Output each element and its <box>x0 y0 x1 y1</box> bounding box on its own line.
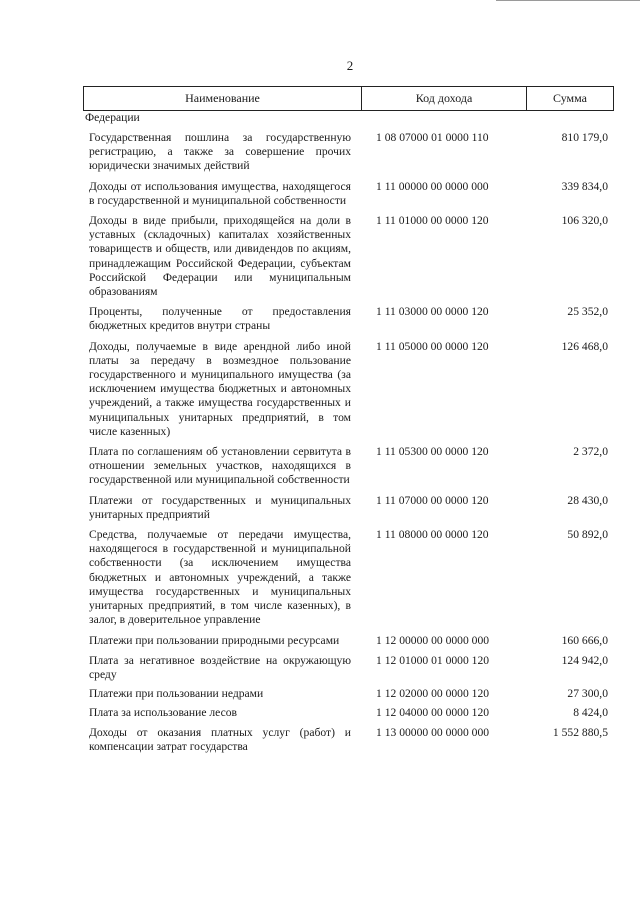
cell-name: Доходы в виде прибыли, приходящейся на доли в уставных (складочных) капиталах хозяйственных товариществ и обществ, или дивидендов по акциям, принадлежащим Российской Федерации, субъектам Российской Федерации или муниципальным образованиям <box>89 214 351 299</box>
top-rule <box>496 0 640 1</box>
cell-code: 1 11 00000 00 0000 000 <box>376 179 489 193</box>
table-row <box>83 305 614 333</box>
table-row <box>83 634 614 648</box>
table-row <box>83 494 614 522</box>
table-row <box>83 445 614 488</box>
cell-name: Средства, получаемые от передачи имущества, находящегося в государственной и муниципальной собственности (за исключением имущества бюджетных и автономных учреждений, а также имущества государственных и муниципальных унитарных предприятий, в том числе казенных), в залог, в доверительное управление <box>89 528 351 627</box>
cell-sum: 25 352,0 <box>567 305 608 319</box>
table-row <box>83 706 614 720</box>
cell-sum: 160 666,0 <box>561 633 608 647</box>
cell-sum: 810 179,0 <box>561 131 608 144</box>
cell-sum: 106 320,0 <box>561 214 608 228</box>
cell-name: Платежи при пользовании недрами <box>89 687 264 701</box>
table-row <box>83 726 614 754</box>
revenue-table <box>83 86 614 754</box>
cell-name: Доходы, получаемые в виде арендной либо иной платы за передачу в возмездное пользование государственного и муниципального имущества (за исключением имущества бюджетных и автономных учреждений, а также имущества государственных и муниципальных унитарных предприятий, в том числе казенных) <box>89 339 351 438</box>
cell-name: Платежи при пользовании природными ресурсами <box>89 633 340 647</box>
cell-code: 1 11 01000 00 0000 120 <box>376 214 489 228</box>
table-row <box>83 528 614 627</box>
table-row <box>83 340 614 439</box>
cell-name: Плата за негативное воздействие на окружающую среду <box>89 653 351 681</box>
cell-code: 1 11 05000 00 0000 120 <box>376 339 489 353</box>
table-row <box>83 687 614 701</box>
cell-name: Государственная пошлина за государственную регистрацию, а также за совершение прочих юридически значимых действий <box>89 131 351 173</box>
cell-name: Платежи от государственных и муниципальных унитарных предприятий <box>89 493 351 521</box>
cell-sum: 28 430,0 <box>567 493 608 507</box>
cell-code: 1 13 00000 00 0000 000 <box>376 725 490 739</box>
page-number: 2 <box>346 58 354 73</box>
table-body <box>83 131 614 754</box>
cell-sum: 2 372,0 <box>573 445 608 459</box>
cell-name: Доходы от оказания платных услуг (работ) и компенсации затрат государства <box>89 725 351 753</box>
header-sum: Сумма <box>553 91 587 105</box>
cell-code: 1 12 02000 00 0000 120 <box>376 687 490 701</box>
table-header <box>83 86 614 111</box>
header-name: Наименование <box>84 87 362 110</box>
cell-code: 1 12 00000 00 0000 000 <box>376 633 490 647</box>
cell-code: 1 11 08000 00 0000 120 <box>376 528 489 542</box>
cell-code: 1 11 03000 00 0000 120 <box>376 305 489 319</box>
cell-sum: 124 942,0 <box>561 653 608 667</box>
cell-code: 1 11 05300 00 0000 120 <box>376 445 489 459</box>
header-code: Код дохода <box>362 87 527 110</box>
cell-code: 1 12 01000 01 0000 120 <box>376 653 490 667</box>
table-row <box>83 214 614 299</box>
cell-sum: 1 552 880,5 <box>552 725 608 739</box>
cell-name: Доходы от использования имущества, находящегося в государственной и муниципальной собственности <box>89 179 351 207</box>
cell-sum: 50 892,0 <box>567 528 608 542</box>
table-row <box>83 180 614 208</box>
cell-sum: 8 424,0 <box>573 706 608 720</box>
cell-code: 1 08 07000 01 0000 110 <box>376 131 489 144</box>
table-row <box>83 131 614 174</box>
cell-name: Плата по соглашениям об установлении сервитута в отношении земельных участков, находящихся в государственной или муниципальной собственности <box>89 445 351 487</box>
cell-sum: 27 300,0 <box>567 687 608 701</box>
cell-sum: 126 468,0 <box>561 339 608 353</box>
continuation-text: Федерации <box>85 111 140 124</box>
cell-code: 1 12 04000 00 0000 120 <box>376 706 490 720</box>
cell-name: Плата за использование лесов <box>89 706 238 720</box>
cell-name: Проценты, полученные от предоставления бюджетных кредитов внутри страны <box>89 305 351 333</box>
table-row <box>83 654 614 682</box>
cell-code: 1 11 07000 00 0000 120 <box>376 493 489 507</box>
cell-sum: 339 834,0 <box>561 179 608 193</box>
